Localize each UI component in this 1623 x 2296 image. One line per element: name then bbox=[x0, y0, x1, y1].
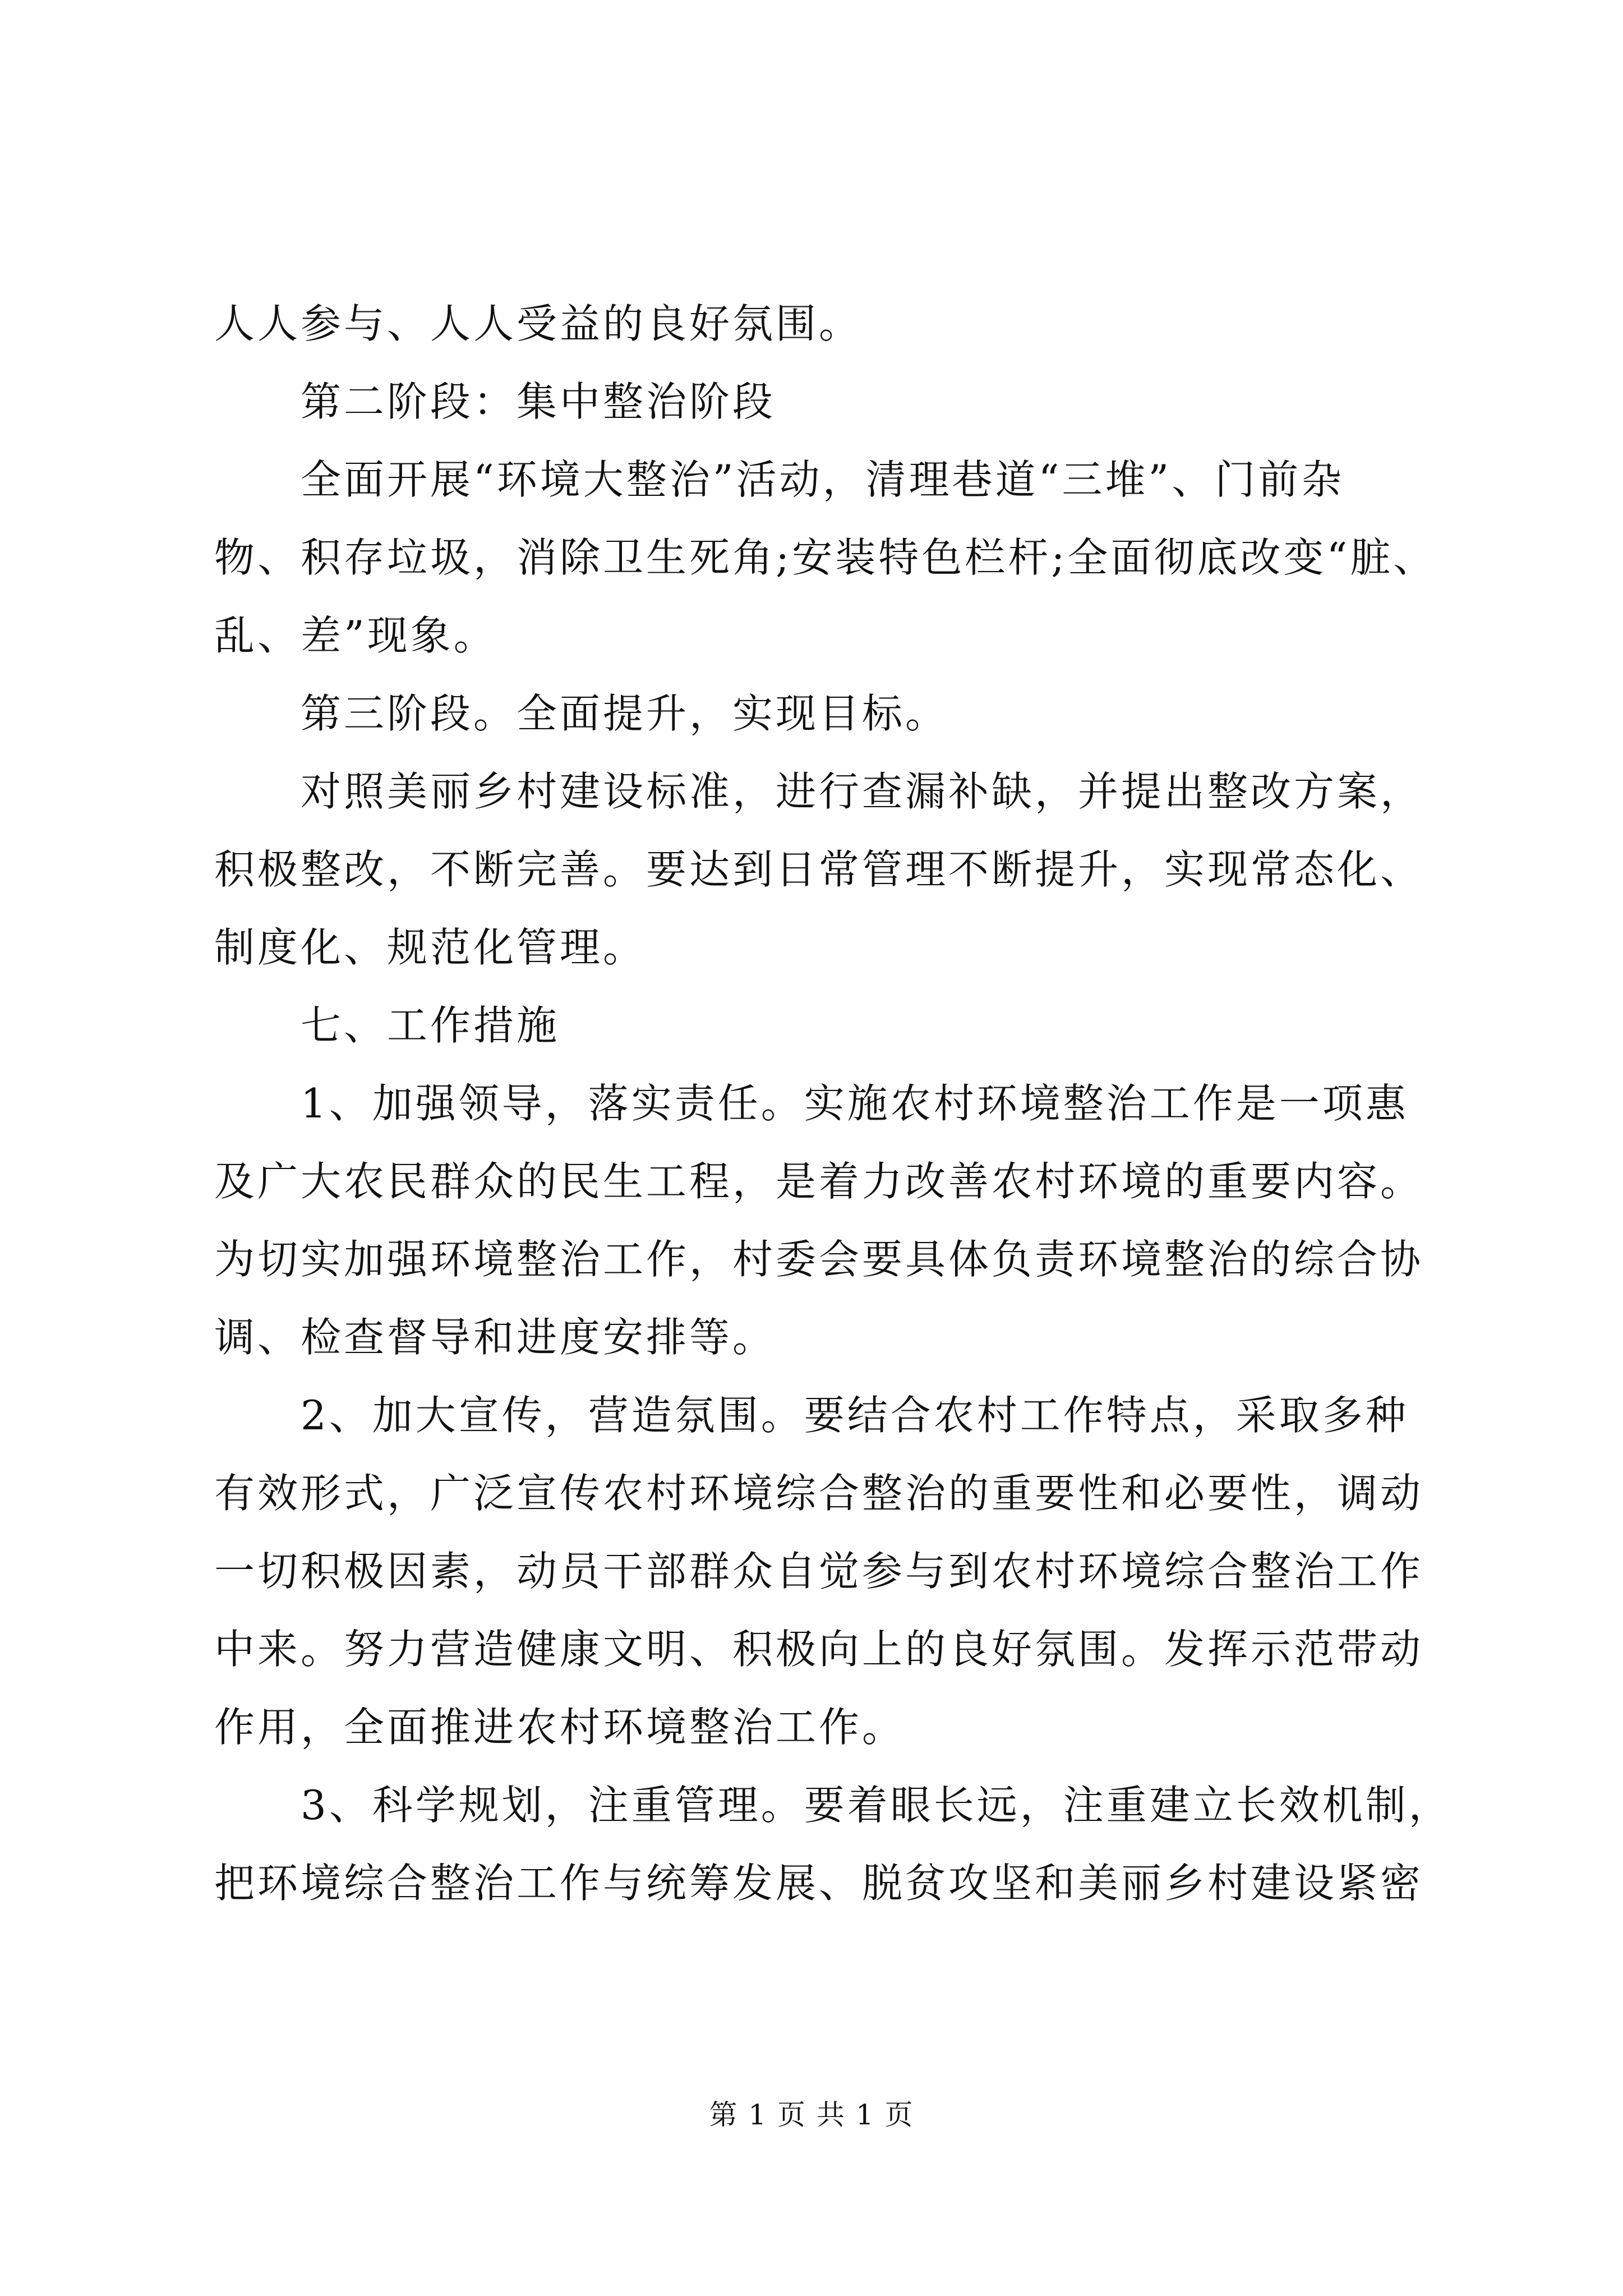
text-line: 物、积存垃圾，消除卫生死角;安装特色栏杆;全面彻底改变“脏、 bbox=[214, 534, 1437, 581]
section-heading: 七、工作措施 bbox=[214, 1002, 560, 1049]
text-line: 中来。努力营造健康文明、积极向上的良好氛围。发挥示范带动 bbox=[214, 1626, 1424, 1673]
text-line: 为切实加强环境整治工作，村委会要具体负责环境整治的综合协 bbox=[214, 1236, 1424, 1283]
text-line: 制度化、规范化管理。 bbox=[214, 924, 647, 971]
text-line: 2、加大宣传，营造氛围。要结合农村工作特点，采取多种 bbox=[214, 1392, 1409, 1439]
text-line: 1、加强领导，落实责任。实施农村环境整治工作是一项惠 bbox=[214, 1080, 1409, 1127]
text-line: 3、科学规划，注重管理。要着眼长远，注重建立长效机制， bbox=[214, 1782, 1452, 1829]
text-line: 对照美丽乡村建设标准，进行查漏补缺，并提出整改方案， bbox=[214, 768, 1424, 815]
text-line: 乱、差”现象。 bbox=[214, 612, 497, 659]
text-line: 调、检查督导和进度安排等。 bbox=[214, 1314, 776, 1361]
text-line: 有效形式，广泛宣传农村环境综合整治的重要性和必要性，调动 bbox=[214, 1470, 1424, 1517]
document-body bbox=[214, 285, 1452, 1922]
text-line: 及广大农民群众的民生工程，是着力改善农村环境的重要内容。 bbox=[214, 1158, 1424, 1205]
text-line: 全面开展“环境大整治”活动，清理巷道“三堆”、门前杂 bbox=[214, 456, 1345, 503]
text-line: 一切积极因素，动员干部群众自觉参与到农村环境综合整治工作 bbox=[214, 1548, 1424, 1595]
section-heading: 第二阶段：集中整治阶段 bbox=[214, 378, 776, 425]
text-line: 积极整改，不断完善。要达到日常管理不断提升，实现常态化、 bbox=[214, 846, 1424, 893]
text-line: 人人参与、人人受益的良好氛围。 bbox=[214, 300, 863, 347]
text-line: 把环境综合整治工作与统筹发展、脱贫攻坚和美丽乡村建设紧密 bbox=[214, 1860, 1424, 1907]
page-number-footer: 第 1 页 共 1 页 bbox=[709, 2099, 914, 2131]
section-heading: 第三阶段。全面提升，实现目标。 bbox=[214, 690, 949, 737]
text-line: 作用，全面推进农村环境整治工作。 bbox=[214, 1704, 906, 1751]
